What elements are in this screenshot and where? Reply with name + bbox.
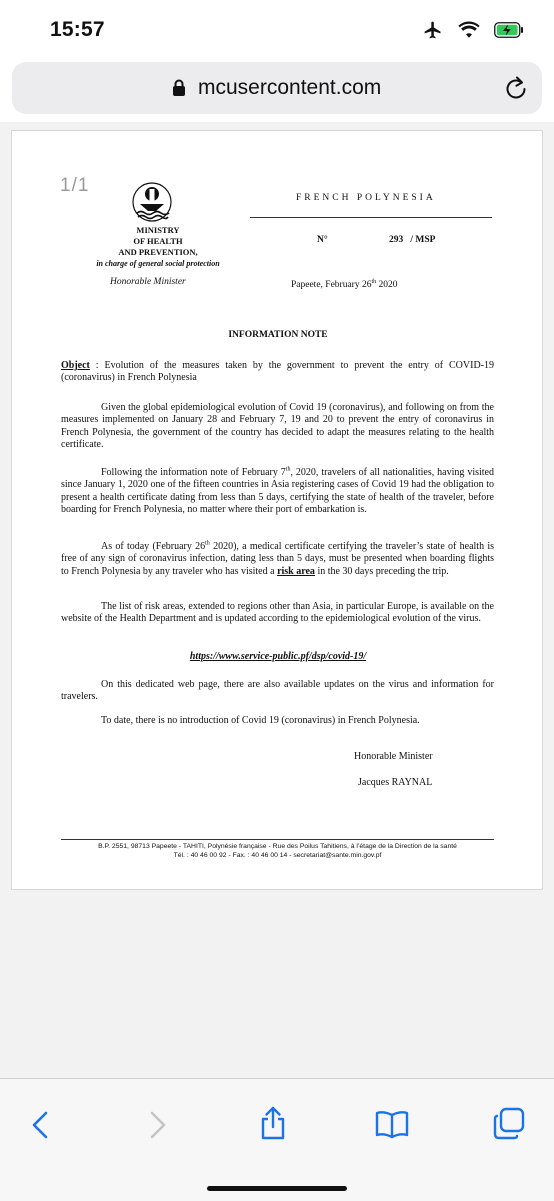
lock-icon	[172, 79, 186, 97]
airplane-icon	[422, 20, 444, 40]
ministry-block	[88, 225, 228, 269]
footer-contact: Tél. : 40 46 00 92 - Fax. : 40 46 00 14 - secretariat@sante.min.gov.pf	[173, 852, 382, 859]
header-rule	[250, 217, 492, 218]
share-icon[interactable]	[258, 1105, 288, 1141]
page-count-indicator: 1/1	[60, 175, 90, 196]
signature-title: Honorable Minister	[354, 751, 433, 762]
paragraph-5-text: On this dedicated web page, there are also available updates on the virus and information for travelers.	[61, 679, 494, 703]
honorable-minister-header: Honorable Minister	[110, 277, 186, 287]
status-time: 15:57	[50, 18, 105, 41]
reference-label: N°	[317, 235, 328, 245]
document-title: INFORMATION NOTE	[228, 330, 328, 340]
health-department-link[interactable]: https://www.service-public.pf/dsp/covid-19/	[189, 651, 367, 662]
ministry-line3: AND PREVENTION,	[118, 247, 198, 257]
paragraph-3-part-a: As of today (February 26	[101, 541, 206, 552]
paragraph-6	[61, 715, 494, 727]
country-heading: FRENCH POLYNESIA	[296, 193, 436, 203]
address-bar[interactable]	[12, 62, 542, 114]
footer-rule	[61, 839, 494, 840]
battery-charging-icon	[494, 22, 524, 38]
paragraph-3-sup: th	[205, 540, 210, 547]
browser-toolbar	[0, 1078, 554, 1201]
paragraph-3	[61, 541, 494, 578]
footer-address: B.P. 2551, 98713 Papeete - TAHITI, Polynésie française - Rue des Poilus Tahitiens, à l’étage de la Direction de la santé	[98, 843, 457, 850]
back-icon[interactable]	[28, 1109, 54, 1141]
paragraph-3-part-b: 2020), a medical certificate certifying the traveler’s state of health is free of any sign of coronavirus infection, dating less than 5 days, must be presented when boarding flights to French Polynesia by any traveler who has visited a	[61, 541, 494, 577]
document-footer	[61, 842, 494, 860]
status-icons	[422, 20, 524, 40]
ministry-line1: MINISTRY	[136, 225, 180, 235]
forward-icon[interactable]	[144, 1109, 170, 1141]
paragraph-6-text: To date, there is no introduction of Covid 19 (coronavirus) in French Polynesia.	[101, 715, 420, 726]
url-text[interactable]: mcusercontent.com	[198, 76, 382, 99]
place-date	[291, 279, 398, 290]
risk-area-emphasis: risk area	[277, 565, 315, 577]
ministry-line4: in charge of general social protection	[96, 259, 220, 268]
paragraph-2-part-a: Following the information note of February 7	[101, 467, 286, 478]
coat-of-arms-icon	[132, 181, 172, 223]
wifi-icon	[458, 21, 480, 39]
pdf-page	[11, 130, 543, 890]
paragraph-5	[61, 679, 494, 704]
reload-icon[interactable]	[504, 75, 528, 101]
status-bar	[0, 0, 554, 62]
object-paragraph	[61, 360, 494, 385]
paragraph-3-part-c: in the 30 days preceding the trip.	[314, 565, 449, 577]
paragraph-2-part-b: , 2020, travelers of all nationalities, having visited since January 1, 2020 one of the fifteen countries in Asia registering cases of Covid 19 had the obligation to present a health certificate dating from less than 5 days, certifying the state of health of the traveler, before boarding for French Polynesia, no matter where their port of embarkation is.	[61, 467, 494, 516]
date-year: 2020	[376, 280, 398, 291]
paragraph-4-text: The list of risk areas, extended to regions other than Asia, in particular Europe, is available on the website of the Health Department and is updated according to the epidemiological evolution of the virus.	[61, 601, 494, 625]
bookmarks-icon[interactable]	[374, 1109, 410, 1139]
paragraph-4	[61, 601, 494, 626]
paragraph-1	[61, 402, 494, 452]
signature-name: Jacques RAYNAL	[358, 777, 433, 788]
home-indicator	[207, 1186, 347, 1191]
paragraph-3-text	[61, 541, 494, 578]
object-label: Object	[61, 360, 90, 371]
paragraph-2-sup: th	[285, 466, 291, 473]
paragraph-2	[61, 467, 494, 517]
paragraph-1-text: Given the global epidemiological evolution of Covid 19 (coronavirus), and following on from the measures implemented on January 28 and February 7, 19 and 20 to prevent the entry of coronavirus in French Polynesia, the government of the country has decided to adapt the measures relating to the health certificate.	[61, 402, 494, 451]
object-text: : Evolution of the measures taken by the government to prevent the entry of COVID-19 (coronavirus) in French Polynesia	[61, 360, 494, 384]
reference-number: 293 / MSP	[389, 235, 436, 245]
web-content[interactable]	[0, 122, 554, 1078]
paragraph-2-text	[61, 467, 494, 517]
place-date-text: Papeete, February 26	[291, 280, 372, 291]
date-suffix: th	[371, 279, 377, 285]
ministry-line2: OF HEALTH	[133, 236, 183, 246]
tabs-icon[interactable]	[492, 1107, 526, 1141]
